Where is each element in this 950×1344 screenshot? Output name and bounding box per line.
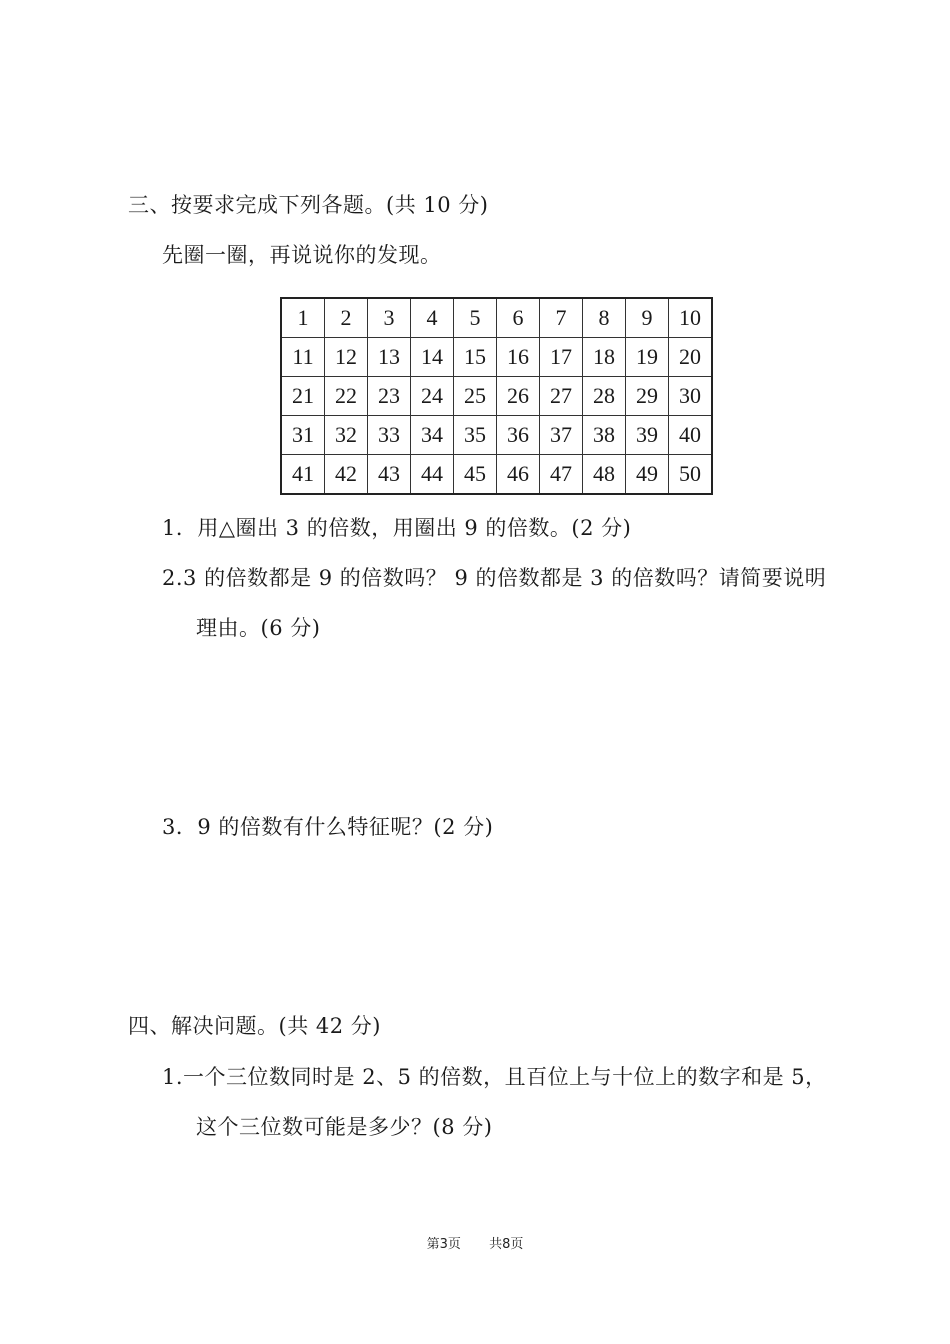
grid-cell: 45 (454, 455, 497, 495)
grid-cell: 12 (325, 338, 368, 377)
page-footer (0, 1233, 950, 1252)
question-3-1: 1．用△圈出 3 的倍数，用圈出 9 的倍数。(2 分) (162, 516, 632, 540)
grid-cell: 32 (325, 416, 368, 455)
page-number: 第3页 (426, 1237, 461, 1252)
grid-cell: 47 (540, 455, 583, 495)
number-grid (280, 297, 713, 495)
grid-cell: 38 (583, 416, 626, 455)
grid-cell: 37 (540, 416, 583, 455)
grid-cell: 22 (325, 377, 368, 416)
grid-cell: 27 (540, 377, 583, 416)
grid-row (281, 338, 712, 377)
grid-cell: 25 (454, 377, 497, 416)
grid-cell: 4 (411, 298, 454, 338)
grid-cell: 34 (411, 416, 454, 455)
grid-cell: 14 (411, 338, 454, 377)
question-4-1-line2: 这个三位数可能是多少？(8 分) (196, 1115, 493, 1139)
grid-cell: 48 (583, 455, 626, 495)
grid-cell: 33 (368, 416, 411, 455)
grid-cell: 5 (454, 298, 497, 338)
grid-cell: 46 (497, 455, 540, 495)
grid-cell: 42 (325, 455, 368, 495)
grid-cell: 8 (583, 298, 626, 338)
grid-cell: 41 (281, 455, 325, 495)
grid-cell: 36 (497, 416, 540, 455)
grid-cell: 17 (540, 338, 583, 377)
grid-cell: 35 (454, 416, 497, 455)
question-3-2-line1: 2.3 的倍数都是 9 的倍数吗？ 9 的倍数都是 3 的倍数吗？请简要说明 (162, 566, 827, 590)
grid-row (281, 377, 712, 416)
question-3-3: 3．9 的倍数有什么特征呢？(2 分) (162, 815, 494, 839)
question-3-2-line2: 理由。(6 分) (196, 616, 321, 640)
grid-cell: 10 (669, 298, 713, 338)
section3-intro: 先圈一圈，再说说你的发现。 (162, 243, 442, 267)
grid-cell: 44 (411, 455, 454, 495)
grid-cell: 13 (368, 338, 411, 377)
grid-cell: 9 (626, 298, 669, 338)
grid-row (281, 455, 712, 495)
grid-cell: 6 (497, 298, 540, 338)
grid-cell: 23 (368, 377, 411, 416)
question-4-1-line1: 1.一个三位数同时是 2、5 的倍数，且百位上与十位上的数字和是 5， (162, 1065, 827, 1089)
grid-cell: 29 (626, 377, 669, 416)
grid-cell: 20 (669, 338, 713, 377)
grid-cell: 31 (281, 416, 325, 455)
grid-cell: 15 (454, 338, 497, 377)
grid-cell: 40 (669, 416, 713, 455)
grid-row (281, 416, 712, 455)
grid-cell: 18 (583, 338, 626, 377)
grid-cell: 7 (540, 298, 583, 338)
section3-title: 三、按要求完成下列各题。(共 10 分) (128, 193, 489, 217)
grid-cell: 39 (626, 416, 669, 455)
grid-cell: 26 (497, 377, 540, 416)
page-total: 共8页 (489, 1237, 524, 1252)
grid-cell: 30 (669, 377, 713, 416)
grid-cell: 49 (626, 455, 669, 495)
section4-title: 四、解决问题。(共 42 分) (128, 1014, 381, 1038)
grid-cell: 2 (325, 298, 368, 338)
grid-cell: 11 (281, 338, 325, 377)
grid-cell: 3 (368, 298, 411, 338)
grid-cell: 19 (626, 338, 669, 377)
grid-cell: 16 (497, 338, 540, 377)
grid-cell: 28 (583, 377, 626, 416)
grid-cell: 43 (368, 455, 411, 495)
grid-cell: 21 (281, 377, 325, 416)
grid-cell: 1 (281, 298, 325, 338)
grid-row (281, 298, 712, 338)
grid-cell: 24 (411, 377, 454, 416)
grid-cell: 50 (669, 455, 713, 495)
